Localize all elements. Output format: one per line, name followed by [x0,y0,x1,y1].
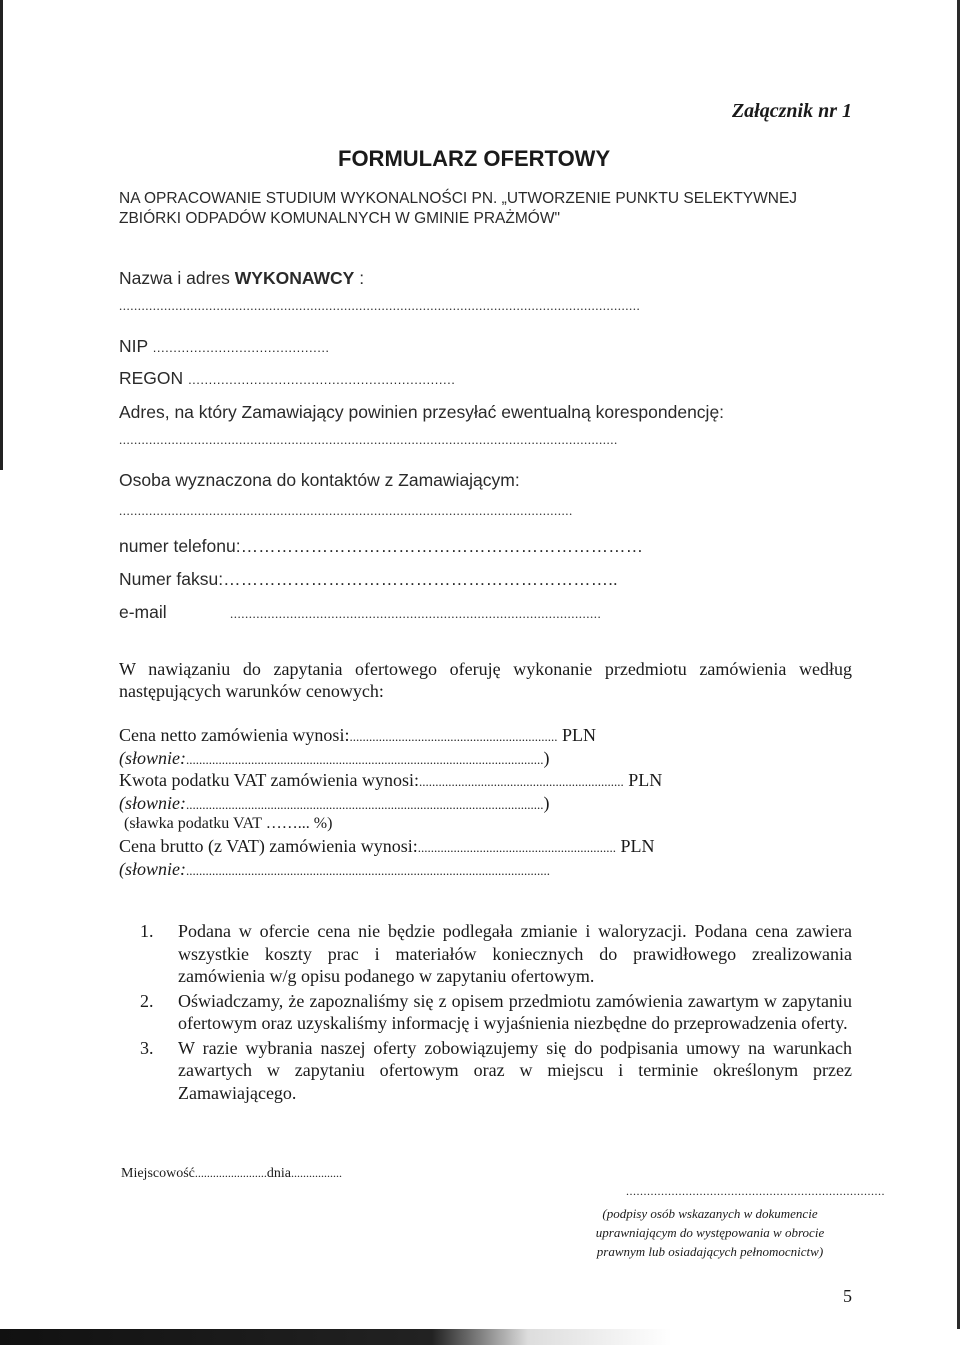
place-date-row [121,1166,342,1182]
statement-item [140,1037,852,1105]
gross-currency: PLN [620,836,655,856]
contractor-name-field[interactable]: ........................................................................................................................................... [119,298,641,313]
scan-edge-left [0,0,3,470]
nip-row [119,336,330,357]
vat-words-row [119,793,550,814]
net-price-row [119,725,596,746]
signature-field[interactable]: .......................................................................... [626,1184,885,1198]
contractor-label-prefix: Nazwa i adres [119,268,235,288]
place-label: Miejscowość [121,1166,195,1181]
contact-person-field[interactable]: ......................................................................................................................... [119,503,573,518]
vat-rate-row [124,815,332,833]
gross-words-row [119,859,550,880]
vat-rate-suffix: %) [313,815,333,832]
vat-label: Kwota podatku VAT zamówienia wynosi: [119,770,419,790]
net-words-close: ) [543,748,550,768]
regon-label: REGON [119,368,184,388]
email-label: e-mail [119,602,167,622]
statement-text: W razie wybrania naszej oferty zobowiązujemy się do podpisania umowy na warunkach zawartych w zapytaniu ofertowym oraz w miejscu i terminie określonym przez Zamawiającego. [178,1037,852,1103]
statement-item [140,990,852,1035]
statement-text: Podana w ofercie cena nie będzie podlegała zmianie i waloryzacji. Podana cena zawiera wszystkie koszty prac i materiałów koniecznych do prawidłowego zrealizowania zamówienia w/g opisu podanego w zapytaniu ofertowym. [178,921,852,986]
signature-note-line-2: uprawniającym do występowania w obrocie [595,1225,825,1240]
contractor-label-suffix: : [354,268,365,288]
contractor-label-bold: WYKONAWCY [234,268,355,288]
email-row [119,602,167,623]
fax-field[interactable]: ………………………………………………………….. [223,569,618,589]
regon-field[interactable]: ................................................................. [188,372,456,387]
scan-edge-bottom [0,1329,960,1345]
vat-rate-label: (sławka podatku VAT [124,815,262,832]
contact-person-label: Osoba wyznaczona do kontaktów z Zamawiającym: [119,470,520,490]
nip-field[interactable]: ........................................... [152,340,330,355]
net-words-field[interactable]: .............................................................................................................. [186,752,544,767]
date-label: dnia [266,1166,291,1181]
gross-label: Cena brutto (z VAT) zamówienia wynosi: [119,836,418,856]
contractor-label [119,268,364,289]
gross-row [119,836,655,857]
phone-field[interactable]: …………………………………………………………… [240,536,644,556]
statement-text: Oświadczamy, że zapoznaliśmy się z opisem przedmiotu zamówienia zawartym w zapytaniu ofertowym oraz uzyskaliśmy informację i wyjaśnienia niezbędne do przeprowadzenia oferty. [178,990,852,1033]
address-label: Adres, na który Zamawiający powinien przesyłać ewentualną korespondencję: [119,402,725,422]
gross-words-label: (słownie: [119,859,186,879]
vat-words-label: (słownie: [119,793,186,813]
signature-note-line-3: prawnym lub osiadających pełnomocnictw) [596,1244,824,1259]
annex-label: Załącznik nr 1 [731,100,852,122]
vat-words-close: ) [543,793,550,813]
phone-row [119,536,643,557]
statement-number: 1. [140,921,154,941]
vat-currency: PLN [628,770,663,790]
place-field[interactable]: ........................ [194,1166,267,1180]
net-price-label: Cena netto zamówienia wynosi: [119,725,350,745]
net-price-field[interactable]: ................................................................ [349,729,558,744]
subtitle-line-1: NA OPRACOWANIE STUDIUM WYKONALNOŚCI PN. „UTWORZENIE PUNKTU SELEKTYWNEJ [119,190,798,207]
signature-note-line-1: (podpisy osób wskazanych w dokumencie [602,1206,818,1221]
statements-list [140,920,852,1106]
email-field[interactable]: ................................................................................................... [230,606,602,621]
statement-number: 3. [140,1037,154,1058]
vat-rate-field[interactable]: ……... [265,815,310,832]
vat-row [119,770,662,791]
gross-words-field[interactable]: ................................................................................................................ [186,863,550,878]
subtitle-line-2: ZBIÓRKI ODPADÓW KOMUNALNYCH W GMINIE PRAŻMÓW" [119,210,560,227]
address-field[interactable]: ..................................................................................................................................... [119,432,618,447]
gross-field[interactable]: ............................................................. [417,840,617,855]
form-title: FORMULARZ OFERTOWY [338,146,611,171]
fax-label: Numer faksu: [119,569,224,589]
statement-item [140,920,852,988]
vat-words-field[interactable]: .............................................................................................................. [186,797,544,812]
page-number: 5 [843,1286,852,1306]
net-price-currency: PLN [561,725,596,745]
regon-row [119,368,455,389]
fax-row [119,569,618,590]
nip-label: NIP [119,336,148,356]
signature-note [560,1204,860,1261]
statement-number: 2. [140,990,154,1011]
vat-field[interactable]: ............................................................... [418,774,624,789]
phone-label: numer telefonu: [119,536,241,556]
net-words-row [119,748,550,769]
offer-intro: W nawiązaniu do zapytania ofertowego oferuję wykonanie przedmiotu zamówienia według następujących warunków cenowych: [119,659,852,701]
net-words-label: (słownie: [119,748,186,768]
date-field[interactable]: ................. [291,1166,342,1180]
